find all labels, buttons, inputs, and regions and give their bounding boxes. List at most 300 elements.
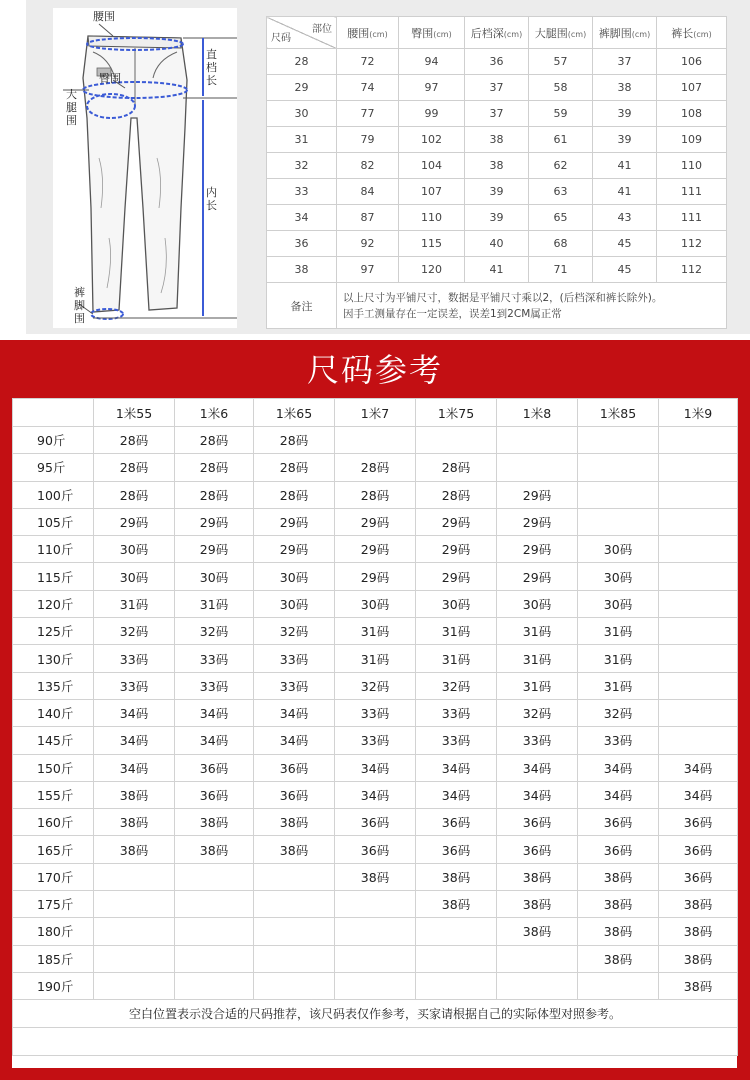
measurement-cell: 59 — [529, 101, 593, 127]
measurement-cell: 82 — [337, 153, 399, 179]
measurement-table — [266, 16, 727, 329]
size-recommendation-cell: 31码 — [175, 590, 254, 617]
size-recommendation-cell — [578, 508, 659, 535]
size-recommendation-cell: 30码 — [254, 563, 335, 590]
size-recommendation-cell: 38码 — [335, 863, 416, 890]
size-recommendation-cell: 33码 — [578, 727, 659, 754]
measurement-row — [267, 205, 727, 231]
size-recommendation-cell: 28码 — [94, 427, 175, 454]
size-cell: 31 — [267, 127, 337, 153]
measurement-cell: 39 — [465, 205, 529, 231]
size-recommendation-cell: 29码 — [335, 536, 416, 563]
height-header-cell: 1米8 — [497, 399, 578, 427]
size-recommendation-cell: 28码 — [94, 481, 175, 508]
size-recommendation-cell: 28码 — [94, 454, 175, 481]
height-header-cell: 1米9 — [659, 399, 738, 427]
corner-empty-cell — [13, 399, 94, 427]
size-recommendation-cell: 36码 — [659, 809, 738, 836]
size-recommendation-cell: 36码 — [497, 836, 578, 863]
size-recommendation-cell: 30码 — [94, 536, 175, 563]
size-recommendation-cell: 32码 — [416, 672, 497, 699]
header-hem: 裤脚围(cm) — [593, 17, 657, 49]
size-recommendation-cell: 38码 — [578, 891, 659, 918]
size-recommendation-cell: 32码 — [254, 618, 335, 645]
size-recommendation-cell: 31码 — [578, 672, 659, 699]
size-reference-table — [12, 398, 738, 1056]
size-recommendation-cell: 34码 — [175, 727, 254, 754]
measurement-cell: 36 — [465, 49, 529, 75]
size-recommendation-cell: 38码 — [497, 863, 578, 890]
size-recommendation-cell: 30码 — [497, 590, 578, 617]
measurement-cell: 106 — [657, 49, 727, 75]
measurement-cell: 62 — [529, 153, 593, 179]
size-recommendation-cell: 36码 — [578, 836, 659, 863]
size-recommendation-cell: 36码 — [578, 809, 659, 836]
size-recommendation-cell: 33码 — [94, 672, 175, 699]
size-recommendation-cell: 29码 — [335, 508, 416, 535]
size-recommendation-cell — [175, 945, 254, 972]
weight-row — [13, 781, 738, 808]
size-recommendation-cell: 31码 — [335, 645, 416, 672]
size-recommendation-cell: 33码 — [175, 645, 254, 672]
size-recommendation-cell — [416, 918, 497, 945]
measurement-cell: 107 — [657, 75, 727, 101]
weight-cell: 185斤 — [13, 945, 94, 972]
size-recommendation-cell: 31码 — [94, 590, 175, 617]
measurement-cell: 63 — [529, 179, 593, 205]
size-recommendation-cell — [578, 972, 659, 999]
measurement-row — [267, 257, 727, 283]
weight-row — [13, 536, 738, 563]
measurement-cell: 79 — [337, 127, 399, 153]
size-recommendation-cell: 28码 — [335, 454, 416, 481]
size-recommendation-cell: 33码 — [416, 727, 497, 754]
measurement-cell: 109 — [657, 127, 727, 153]
size-recommendation-cell: 31码 — [416, 618, 497, 645]
size-recommendation-cell: 34码 — [335, 754, 416, 781]
size-recommendation-cell: 38码 — [254, 836, 335, 863]
weight-cell: 120斤 — [13, 590, 94, 617]
measurement-cell: 45 — [593, 231, 657, 257]
size-recommendation-cell: 38码 — [578, 945, 659, 972]
measurement-cell: 102 — [399, 127, 465, 153]
measurement-cell: 92 — [337, 231, 399, 257]
weight-cell: 100斤 — [13, 481, 94, 508]
measurement-cell: 57 — [529, 49, 593, 75]
weight-cell: 90斤 — [13, 427, 94, 454]
size-recommendation-cell: 36码 — [175, 754, 254, 781]
size-recommendation-cell — [254, 945, 335, 972]
weight-row — [13, 809, 738, 836]
note-line-1: 以上尺寸为平铺尺寸，数据是平铺尺寸乘以2，(后档深和裤长除外)。 — [343, 291, 663, 304]
size-recommendation-cell: 29码 — [175, 536, 254, 563]
size-recommendation-cell — [578, 427, 659, 454]
weight-row — [13, 972, 738, 999]
size-recommendation-cell: 34码 — [94, 754, 175, 781]
measurement-cell: 74 — [337, 75, 399, 101]
measurement-section — [0, 0, 750, 340]
size-recommendation-cell: 38码 — [94, 809, 175, 836]
size-recommendation-cell — [497, 945, 578, 972]
size-recommendation-cell — [335, 891, 416, 918]
measurement-row — [267, 179, 727, 205]
size-recommendation-cell: 31码 — [335, 618, 416, 645]
size-recommendation-cell: 36码 — [416, 836, 497, 863]
weight-row — [13, 754, 738, 781]
size-recommendation-cell: 31码 — [578, 645, 659, 672]
size-recommendation-cell: 34码 — [659, 754, 738, 781]
size-recommendation-cell — [578, 454, 659, 481]
size-recommendation-cell — [416, 945, 497, 972]
size-recommendation-cell — [659, 563, 738, 590]
measurement-cell: 94 — [399, 49, 465, 75]
measurement-cell: 39 — [593, 127, 657, 153]
size-recommendation-cell: 29码 — [94, 508, 175, 535]
weight-row — [13, 836, 738, 863]
size-recommendation-cell: 32码 — [497, 699, 578, 726]
size-reference-section — [0, 340, 750, 1080]
size-recommendation-cell: 38码 — [659, 918, 738, 945]
size-recommendation-cell: 29码 — [497, 481, 578, 508]
size-recommendation-cell: 38码 — [416, 891, 497, 918]
measurement-row — [267, 75, 727, 101]
measurement-row — [267, 49, 727, 75]
pants-diagram — [53, 8, 237, 328]
size-recommendation-cell: 38码 — [254, 809, 335, 836]
measurement-cell: 97 — [399, 75, 465, 101]
size-recommendation-cell: 34码 — [254, 699, 335, 726]
weight-row — [13, 891, 738, 918]
measurement-row — [267, 101, 727, 127]
size-recommendation-cell: 38码 — [497, 918, 578, 945]
measurement-cell: 112 — [657, 257, 727, 283]
measurement-cell: 61 — [529, 127, 593, 153]
size-recommendation-cell: 28码 — [335, 481, 416, 508]
weight-cell: 95斤 — [13, 454, 94, 481]
weight-row — [13, 918, 738, 945]
measurement-cell: 38 — [465, 153, 529, 179]
size-recommendation-cell: 36码 — [497, 809, 578, 836]
weight-cell: 160斤 — [13, 809, 94, 836]
weight-row — [13, 481, 738, 508]
measurement-cell: 111 — [657, 205, 727, 231]
weight-cell: 155斤 — [13, 781, 94, 808]
header-length: 裤长(cm) — [657, 17, 727, 49]
size-recommendation-cell: 33码 — [94, 645, 175, 672]
measurement-cell: 65 — [529, 205, 593, 231]
size-recommendation-cell: 29码 — [254, 508, 335, 535]
size-recommendation-cell: 28码 — [254, 427, 335, 454]
weight-row — [13, 454, 738, 481]
size-recommendation-cell: 34码 — [497, 781, 578, 808]
size-cell: 32 — [267, 153, 337, 179]
size-recommendation-cell: 31码 — [497, 672, 578, 699]
size-recommendation-cell — [416, 972, 497, 999]
size-recommendation-cell: 36码 — [416, 809, 497, 836]
note-row — [267, 283, 727, 329]
size-cell: 34 — [267, 205, 337, 231]
blank-cell — [13, 1028, 738, 1056]
size-recommendation-cell: 30码 — [335, 590, 416, 617]
size-recommendation-cell — [416, 427, 497, 454]
size-recommendation-cell: 34码 — [254, 727, 335, 754]
hip-label: 臀围 — [99, 72, 121, 85]
size-recommendation-cell: 31码 — [497, 618, 578, 645]
size-recommendation-cell: 38码 — [94, 781, 175, 808]
measurement-cell: 45 — [593, 257, 657, 283]
size-recommendation-cell: 28码 — [175, 427, 254, 454]
size-recommendation-cell: 28码 — [416, 454, 497, 481]
size-recommendation-cell: 31码 — [578, 618, 659, 645]
size-recommendation-cell — [175, 972, 254, 999]
measurement-cell: 107 — [399, 179, 465, 205]
size-recommendation-cell — [659, 536, 738, 563]
size-recommendation-cell: 31码 — [416, 645, 497, 672]
measurement-cell: 84 — [337, 179, 399, 205]
size-recommendation-cell — [175, 918, 254, 945]
size-reference-panel — [12, 398, 737, 1068]
weight-row — [13, 863, 738, 890]
weight-row — [13, 563, 738, 590]
size-recommendation-cell: 30码 — [94, 563, 175, 590]
size-recommendation-cell: 38码 — [578, 863, 659, 890]
size-recommendation-cell: 38码 — [659, 972, 738, 999]
height-header-cell: 1米85 — [578, 399, 659, 427]
header-hip: 臀围(cm) — [399, 17, 465, 49]
size-recommendation-cell — [659, 618, 738, 645]
measurement-cell: 58 — [529, 75, 593, 101]
measurement-cell: 41 — [593, 153, 657, 179]
size-recommendation-cell: 33码 — [497, 727, 578, 754]
size-recommendation-cell: 36码 — [254, 754, 335, 781]
weight-cell: 190斤 — [13, 972, 94, 999]
size-cell: 38 — [267, 257, 337, 283]
size-recommendation-cell — [659, 454, 738, 481]
size-recommendation-cell: 34码 — [578, 754, 659, 781]
size-recommendation-cell: 38码 — [578, 918, 659, 945]
size-recommendation-cell: 29码 — [416, 563, 497, 590]
measurement-cell: 41 — [593, 179, 657, 205]
height-header-cell: 1米75 — [416, 399, 497, 427]
weight-cell: 105斤 — [13, 508, 94, 535]
measurement-cell: 37 — [593, 49, 657, 75]
measurement-row — [267, 153, 727, 179]
size-recommendation-cell: 30码 — [578, 590, 659, 617]
size-recommendation-cell: 34码 — [94, 727, 175, 754]
weight-row — [13, 672, 738, 699]
size-cell: 33 — [267, 179, 337, 205]
measurement-cell: 77 — [337, 101, 399, 127]
rise-label: 直档长 — [206, 48, 217, 87]
size-recommendation-cell: 28码 — [175, 454, 254, 481]
size-recommendation-cell: 29码 — [497, 508, 578, 535]
weight-cell: 115斤 — [13, 563, 94, 590]
size-recommendation-cell — [335, 918, 416, 945]
size-recommendation-cell — [254, 891, 335, 918]
size-recommendation-cell: 29码 — [497, 563, 578, 590]
size-recommendation-cell: 30码 — [416, 590, 497, 617]
size-recommendation-cell: 38码 — [175, 809, 254, 836]
measurement-header-row — [267, 17, 727, 49]
height-header-cell: 1米65 — [254, 399, 335, 427]
size-recommendation-cell: 36码 — [175, 781, 254, 808]
size-recommendation-cell — [254, 972, 335, 999]
size-recommendation-cell: 38码 — [416, 863, 497, 890]
size-recommendation-cell: 34码 — [497, 754, 578, 781]
measurement-cell: 87 — [337, 205, 399, 231]
size-recommendation-cell — [497, 427, 578, 454]
measurement-row — [267, 231, 727, 257]
size-recommendation-cell: 28码 — [416, 481, 497, 508]
size-recommendation-cell — [659, 672, 738, 699]
size-recommendation-cell: 28码 — [254, 454, 335, 481]
size-recommendation-cell: 29码 — [416, 508, 497, 535]
size-recommendation-cell: 29码 — [335, 563, 416, 590]
measurement-cell: 72 — [337, 49, 399, 75]
size-recommendation-cell — [578, 481, 659, 508]
size-recommendation-cell: 29码 — [416, 536, 497, 563]
measurement-cell: 112 — [657, 231, 727, 257]
measurement-cell: 97 — [337, 257, 399, 283]
waist-label: 腰围 — [93, 10, 115, 23]
measurement-cell: 115 — [399, 231, 465, 257]
size-recommendation-cell: 32码 — [94, 618, 175, 645]
note-text — [337, 283, 727, 329]
measurement-cell: 99 — [399, 101, 465, 127]
weight-cell: 125斤 — [13, 618, 94, 645]
size-recommendation-cell: 33码 — [335, 699, 416, 726]
size-cell: 30 — [267, 101, 337, 127]
size-recommendation-cell — [659, 727, 738, 754]
weight-cell: 165斤 — [13, 836, 94, 863]
measurement-cell: 71 — [529, 257, 593, 283]
size-recommendation-cell — [175, 891, 254, 918]
size-recommendation-cell — [94, 863, 175, 890]
footnote: 空白位置表示没合适的尺码推荐，该尺码表仅作参考，买家请根据自己的实际体型对照参考。 — [13, 1000, 738, 1028]
size-recommendation-cell — [335, 427, 416, 454]
measurement-cell: 37 — [465, 101, 529, 127]
size-recommendation-cell: 30码 — [254, 590, 335, 617]
size-recommendation-cell: 34码 — [175, 699, 254, 726]
size-recommendation-cell — [175, 863, 254, 890]
size-recommendation-cell: 36码 — [254, 781, 335, 808]
hem-label: 裤脚围 — [74, 286, 85, 325]
measurement-cell: 39 — [465, 179, 529, 205]
size-recommendation-cell: 29码 — [175, 508, 254, 535]
size-cell: 29 — [267, 75, 337, 101]
size-recommendation-cell: 32码 — [175, 618, 254, 645]
size-recommendation-cell: 38码 — [497, 891, 578, 918]
size-recommendation-cell — [659, 590, 738, 617]
size-cell: 36 — [267, 231, 337, 257]
measurement-cell: 41 — [465, 257, 529, 283]
size-recommendation-cell: 29码 — [254, 536, 335, 563]
size-recommendation-cell: 29码 — [497, 536, 578, 563]
size-recommendation-cell — [659, 645, 738, 672]
height-header-row — [13, 399, 738, 427]
weight-cell: 135斤 — [13, 672, 94, 699]
weight-cell: 110斤 — [13, 536, 94, 563]
measurement-cell: 40 — [465, 231, 529, 257]
weight-cell: 170斤 — [13, 863, 94, 890]
note-line-2: 因手工测量存在一定误差，误差1到2CM属正常 — [343, 307, 562, 320]
weight-row — [13, 645, 738, 672]
measurement-cell: 120 — [399, 257, 465, 283]
measurement-cell: 110 — [399, 205, 465, 231]
size-recommendation-cell: 36码 — [659, 863, 738, 890]
size-recommendation-cell — [659, 699, 738, 726]
weight-row — [13, 427, 738, 454]
measurement-cell: 38 — [465, 127, 529, 153]
measurement-cell: 68 — [529, 231, 593, 257]
size-recommendation-cell: 33码 — [175, 672, 254, 699]
size-recommendation-cell: 34码 — [659, 781, 738, 808]
weight-cell: 130斤 — [13, 645, 94, 672]
size-recommendation-cell — [94, 972, 175, 999]
measurement-cell: 108 — [657, 101, 727, 127]
size-recommendation-cell: 31码 — [497, 645, 578, 672]
size-recommendation-cell: 33码 — [254, 645, 335, 672]
header-thigh: 大腿围(cm) — [529, 17, 593, 49]
header-waist: 腰围(cm) — [337, 17, 399, 49]
corner-part-label: 部位 — [312, 24, 332, 35]
note-label: 备注 — [267, 283, 337, 329]
weight-row — [13, 699, 738, 726]
weight-row — [13, 618, 738, 645]
size-recommendation-cell — [497, 972, 578, 999]
size-recommendation-cell — [497, 454, 578, 481]
size-recommendation-cell: 30码 — [578, 536, 659, 563]
size-recommendation-cell: 32码 — [578, 699, 659, 726]
size-recommendation-cell: 28码 — [175, 481, 254, 508]
size-recommendation-cell — [659, 508, 738, 535]
weight-cell: 150斤 — [13, 754, 94, 781]
size-recommendation-cell: 33码 — [254, 672, 335, 699]
size-reference-title: 尺码参考 — [306, 351, 443, 389]
size-recommendation-cell — [659, 481, 738, 508]
size-recommendation-cell: 34码 — [578, 781, 659, 808]
measurement-row — [267, 127, 727, 153]
size-recommendation-cell: 33码 — [335, 727, 416, 754]
measurement-cell: 37 — [465, 75, 529, 101]
size-recommendation-cell — [94, 918, 175, 945]
weight-cell: 175斤 — [13, 891, 94, 918]
blank-row — [13, 1028, 738, 1056]
size-recommendation-cell — [254, 863, 335, 890]
size-recommendation-cell — [659, 427, 738, 454]
weight-row — [13, 945, 738, 972]
size-recommendation-cell: 33码 — [416, 699, 497, 726]
size-recommendation-cell: 36码 — [335, 836, 416, 863]
measurement-cell: 38 — [593, 75, 657, 101]
corner-cell — [267, 17, 337, 49]
measurement-cell: 43 — [593, 205, 657, 231]
weight-row — [13, 590, 738, 617]
size-recommendation-cell — [94, 945, 175, 972]
measurement-cell: 110 — [657, 153, 727, 179]
header-back-rise: 后档深(cm) — [465, 17, 529, 49]
size-recommendation-cell — [335, 945, 416, 972]
size-recommendation-cell: 38码 — [175, 836, 254, 863]
weight-cell: 145斤 — [13, 727, 94, 754]
size-recommendation-cell: 38码 — [659, 945, 738, 972]
thigh-label: 大腿围 — [66, 88, 77, 127]
height-header-cell: 1米7 — [335, 399, 416, 427]
height-header-cell: 1米55 — [94, 399, 175, 427]
size-recommendation-cell: 38码 — [94, 836, 175, 863]
size-recommendation-cell: 30码 — [578, 563, 659, 590]
size-recommendation-cell: 34码 — [416, 754, 497, 781]
